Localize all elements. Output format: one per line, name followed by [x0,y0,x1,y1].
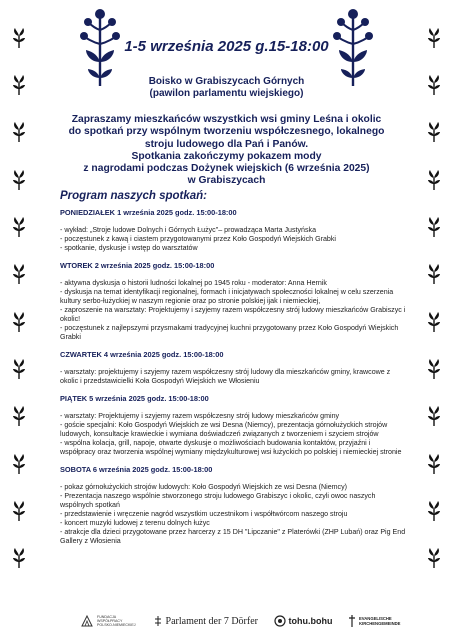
program-item: - wykład: „Stroje ludowe Dolnych i Górnych Łużyc"– prowadząca Marta Justyńska [60,226,317,234]
invitation-line: Spotkania zakończymy pokazem mody [131,150,322,162]
program-item: - aktywna dyskusja o historii ludności lokalnej po 1945 roku - moderator: Anna Hernik [60,279,327,287]
venue-name: Boisko w Grabiszycach Górnych [148,76,305,87]
day-heading: PONIEDZIAŁEK 1 września 2025 godz. 15:00-18:00 [60,208,237,217]
flower-motif-icon [10,500,28,522]
tohu-icon [274,615,286,627]
day-heading: SOBOTA 6 września 2025 godz. 15:00-18:00 [60,465,213,474]
program-item: - warsztaty: projektujemy i szyjemy razem współczesny strój ludowy dla mieszkańców gminy, krawcowe z okolic i przedstawicielki Koła Gospodyń Wiejskich we Włosieniu [60,368,391,385]
flower-motif-icon [425,500,443,522]
program-item: - poczęstunek z kawą i ciastem przygotowanymi przez Koło Gospodyń Wiejskich Grabki [60,235,336,243]
invitation-line: z nagrodami podczas Dożynek wiejskich (6 września 2025) [83,163,370,175]
invitation-line: w Grabiszycach [187,175,266,187]
program-item: - poczęstunek z najlepszymi przysmakami tradycyjnej kuchni przygotowany przez Koło Gospodyń Wiejskich Grabki [60,324,399,341]
sponsor-logos [80,608,413,634]
foundation-logo [80,614,137,628]
program-item: - warsztaty: Projektujemy i szyjemy razem współczesny strój ludowy mieszkańców gminy [60,412,340,420]
event-date-time: 1-5 września 2025 g.15-18:00 [124,38,329,55]
parlament-icon [153,615,163,627]
program-title: Program naszych spotkań: [60,190,207,202]
flower-motif-icon [10,547,28,569]
program-item: - zaproszenie na warsztaty: Projektujemy i szyjemy razem współczesny strój ludowy mieszkańców Grabiszyc i okolic! [60,306,406,323]
program-item: - spotkanie, dyskusje i wstęp do warsztatów [60,244,198,252]
flower-motif-icon [10,169,28,191]
program-item: - przedstawienie i wręczenie nagród wszystkim uczestnikom i współtwórcom naszego stroju [60,510,348,518]
day-items [60,412,407,457]
flower-motif-icon [425,169,443,191]
day-items [60,483,407,546]
flower-motif-icon [10,311,28,333]
day-items [60,368,407,386]
parlament-name: Parlament der 7 Dörfer [165,615,258,627]
flower-motif-icon [10,358,28,380]
cross-icon [348,615,356,627]
day-items [60,279,407,342]
flower-motif-icon [10,453,28,475]
day-items [60,226,407,253]
flower-motif-icon [10,405,28,427]
flower-motif-icon [425,453,443,475]
program-day-tuesday [60,261,407,342]
program-item: - wspólna kolacja, grill, napoje, otwarte dyskusje o możliwościach budowania kontaktów, przyjaźni i współpracy oraz tworzenia wspólnej wymiany międzykulturowej wsi łużyckich po polskiej i niemieckiej stronie [60,439,402,456]
program-item: - pokaz górnołużyckich strojów ludowych: Koło Gospodyń Wiejskich ze wsi Desna (Niemcy) [60,483,348,491]
invitation-text [50,114,403,188]
program-item: - atrakcje dla dzieci przygotowane przez harcerzy z 15 DH "Lipczanie" z Platerówki (ZHP Lubań) oraz Pig End Gallery z Włosienia [60,528,406,545]
church-logo [348,615,413,627]
flower-motif-icon [10,216,28,238]
program-section [60,190,407,554]
church-name: EVANGELISCHE KIRCHENGEMEINDE [359,616,401,626]
program-day-saturday [60,465,407,546]
foundation-icon [80,614,94,628]
program-day-friday [60,394,407,457]
day-heading: CZWARTEK 4 września 2025 godz. 15:00-18:00 [60,350,224,359]
flower-motif-icon [425,405,443,427]
foundation-name: FUNDACJA WSPÓŁPRACY POLSKO-NIEMIECKIEJ [97,615,136,627]
program-day-monday [60,208,407,253]
day-heading: PIĄTEK 5 września 2025 godz. 15:00-18:00 [60,394,209,403]
program-item: - dyskusja na temat identyfikacji regionalnej, formach i inicjatywach społeczności lokalnej w celu szerzenia kultury serbo-łużyckiej w naszym regionie oraz po stronie polskiej ijak i niemieckiej, [60,288,394,305]
program-item: - koncert muzyki ludowej z terenu dolnych łużyc [60,519,210,527]
program-item: - Prezentacja naszego wspólnie stworzonego stroju ludowego Grabiszyc i okolic, czyli owoc naszych wspólnych spotkań [60,492,376,509]
flower-motif-icon [425,311,443,333]
flower-motif-icon [425,547,443,569]
flower-motif-icon [10,121,28,143]
flower-motif-icon [10,263,28,285]
day-heading: WTOREK 2 września 2025 godz. 15:00-18:00 [60,261,215,270]
program-day-thursday [60,350,407,386]
flower-motif-icon [425,358,443,380]
invitation-line: stroju ludowego dla Pań i Panów. [144,138,309,150]
tohu-logo [274,615,333,627]
invitation-line: do spotkań przy wspólnym tworzeniu współczesnego, lokalnego [68,126,385,138]
venue-detail: (pawilon parlamentu wiejskiego) [149,88,304,99]
program-item: - goście specjalni: Koło Gospodyń Wiejskich ze wsi Desna (Niemcy), prezentacja górnołużyckich strojów ludowych, konsultacje krawieckie i wymiana doświadczeń związanych z tworzeniem i szyciem strojów [60,421,388,438]
flower-motif-icon [425,121,443,143]
flower-motif-icon [425,263,443,285]
event-header [0,38,453,100]
flower-motif-icon [425,216,443,238]
invitation-line: Zapraszamy mieszkańców wszystkich wsi gminy Leśna i okolic [71,114,382,125]
parlament-logo [153,615,258,627]
event-venue [0,76,453,100]
tohu-name: tohu.bohu [288,616,333,626]
